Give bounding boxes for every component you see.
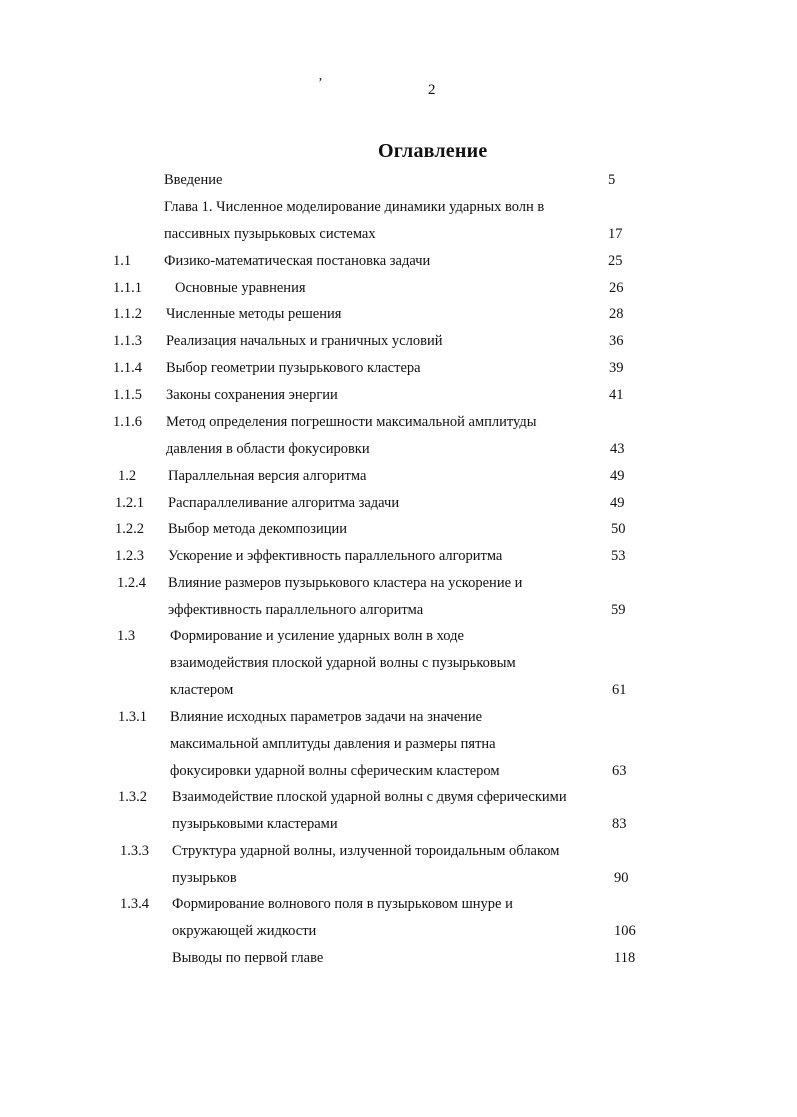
toc-entry-number: 1.2.2 <box>115 521 144 537</box>
toc-entry-text: Влияние исходных параметров задачи на значение <box>170 709 483 725</box>
toc-entry-text: Формирование и усиление ударных волн в ходе <box>170 628 464 644</box>
toc-entry-text: Основные уравнения <box>175 280 306 296</box>
toc-entry-text: Выбор метода декомпозиции <box>168 521 347 537</box>
toc-entry-text: Глава 1. Численное моделирование динамики ударных волн в <box>164 199 545 215</box>
page-number: 2 <box>428 82 436 98</box>
toc-entry-number: 1.1 <box>113 253 132 269</box>
toc-entry-page: 41 <box>609 387 624 403</box>
toc-entry-page: 118 <box>614 950 636 966</box>
toc-entry-number: 1.1.3 <box>113 333 142 349</box>
toc-entry-number: 1.2.4 <box>117 575 146 591</box>
toc-entry-page: 49 <box>610 495 625 511</box>
toc-entry-text: максимальной амплитуды давления и размеры пятна <box>170 735 496 752</box>
toc-entry-page: 36 <box>609 333 624 349</box>
toc-entry-text: Физико-математическая постановка задачи <box>164 253 431 269</box>
toc-entry-text: взаимодействия плоской ударной волны с пузырьковым <box>170 654 516 671</box>
toc-entry-page: 50 <box>611 521 626 537</box>
toc-title: Оглавление <box>378 140 488 162</box>
toc-entry-text: пузырьковыми кластерами <box>172 815 338 832</box>
toc-entry-number: 1.1.2 <box>113 306 142 322</box>
toc-entry-page: 17 <box>608 225 623 242</box>
toc-entry-number: 1.3 <box>117 628 136 644</box>
toc-entry-text: фокусировки ударной волны сферическим кластером <box>170 762 500 779</box>
toc-entry-page: 39 <box>609 360 624 376</box>
toc-entry-number: 1.1.5 <box>113 387 142 403</box>
toc-entry-page: 63 <box>612 762 627 779</box>
toc-entry-page: 90 <box>614 869 629 886</box>
toc-entry-number: 1.2.1 <box>115 495 144 511</box>
toc-entry-page: 53 <box>611 548 626 564</box>
toc-entry-text: Формирование волнового поля в пузырьковом шнуре и <box>172 896 513 912</box>
page-mark: ’ <box>318 76 323 91</box>
toc-entry-page: 106 <box>614 922 636 939</box>
toc-entry-text: Ускорение и эффективность параллельного алгоритма <box>168 548 503 564</box>
toc-entry-text: Законы сохранения энергии <box>166 387 338 403</box>
toc-entry-text: пассивных пузырьковых системах <box>164 225 376 242</box>
toc-entry-text: Выбор геометрии пузырькового кластера <box>166 360 421 376</box>
toc-entry-number: 1.3.1 <box>118 709 147 725</box>
toc-entry-page: 59 <box>611 601 626 618</box>
toc-entry-number: 1.2 <box>118 468 137 484</box>
toc-entry-page: 61 <box>612 681 627 698</box>
toc-entry-text: Распараллеливание алгоритма задачи <box>168 495 400 511</box>
toc-entry-text: Структура ударной волны, излученной тороидальным облаком <box>172 843 560 859</box>
toc-entry-number: 1.1.1 <box>113 280 142 296</box>
toc-entry-text: Реализация начальных и граничных условий <box>166 333 443 349</box>
toc-entry-text: Введение <box>164 172 223 188</box>
toc-entry-text: окружающей жидкости <box>172 922 317 939</box>
toc-entry-text: пузырьков <box>172 869 237 886</box>
toc-entry-number: 1.3.4 <box>120 896 149 912</box>
toc-entry-page: 26 <box>609 280 624 296</box>
toc-entry-number: 1.2.3 <box>115 548 144 564</box>
toc-entry-number: 1.1.6 <box>113 414 142 430</box>
toc-entry-text: Параллельная версия алгоритма <box>168 468 367 484</box>
toc-entry-page: 43 <box>610 440 625 457</box>
toc-entry-number: 1.1.4 <box>113 360 142 376</box>
toc-entry-text: эффективность параллельного алгоритма <box>168 601 424 618</box>
toc-entry-number: 1.3.2 <box>118 789 147 805</box>
toc-entry-page: 25 <box>608 253 623 269</box>
toc-entry-page: 83 <box>612 815 627 832</box>
toc-entry-page: 28 <box>609 306 624 322</box>
toc-entry-text: Взаимодействие плоской ударной волны с двумя сферическими <box>172 789 567 805</box>
toc-entry-number: 1.3.3 <box>120 843 149 859</box>
toc-entry-text: Метод определения погрешности максимальной амплитуды <box>166 414 537 430</box>
toc-entry-page: 5 <box>608 172 616 188</box>
toc-entry-text: давления в области фокусировки <box>166 440 370 457</box>
toc-entry-page: 49 <box>610 468 625 484</box>
toc-entry-text: Численные методы решения <box>166 306 342 322</box>
toc-entry-text: Выводы по первой главе <box>172 950 324 966</box>
toc-entry-text: кластером <box>170 681 234 698</box>
toc-entry-text: Влияние размеров пузырькового кластера на ускорение и <box>168 575 523 591</box>
